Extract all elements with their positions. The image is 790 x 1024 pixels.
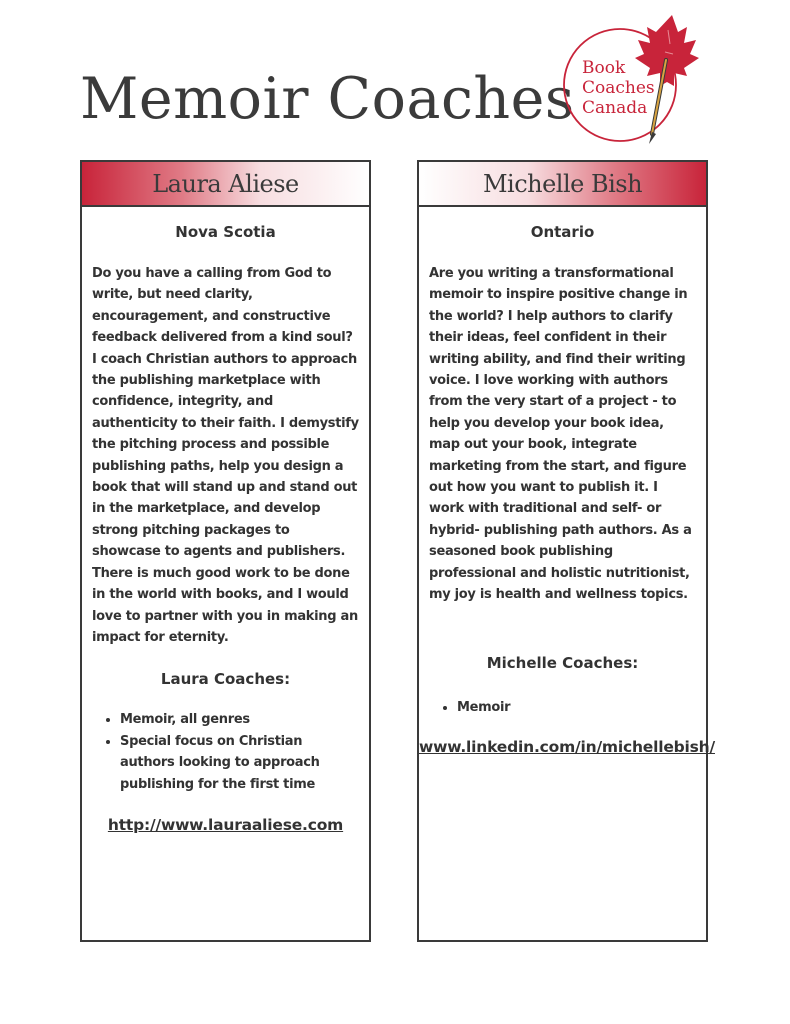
linkedin-link[interactable]: www.linkedin.com/in/michellebish/ (419, 737, 715, 756)
website-link[interactable]: http://www.lauraaliese.com (107, 815, 344, 834)
logo-line-3: Canada (582, 98, 648, 118)
page-title: Memoir Coaches (80, 66, 575, 132)
coaches-label: Michelle Coaches: (486, 653, 639, 672)
coach-bio: Do you have a calling from God to write, but need clarity, encouragement, and constructive feedback delivered from a kind soul? I coach Christian authors to approach the publishing marketplace with confidence, integrity, and authenticity to their faith. I demystify the pitching process and possible publishing paths, help you design a book that will stand up and stand out in the marketplace, and develop strong pitching packages to showcase to agents and publishers. There is much good work to be done in the world with books, and I would love to partner with you in making an impact for eternity. (92, 266, 359, 645)
coach-card-laura-aliese (80, 160, 371, 942)
coach-name-header: Laura Aliese (82, 162, 369, 207)
list-item: • Special focus on Christian authors looking to approach publishing for the first time (120, 731, 357, 795)
coach-bio: Are you writing a transformational memoir to inspire positive change in the world? I help authors to clarify their ideas, feel confident in their writing ability, and find their writing voice. I love working with authors from the very start of a project - to help you develop your book idea, map out your book, integrate marketing from the start, and figure out how you want to publish it. I work with traditional and self- or hybrid- publishing path authors. As a seasoned book publishing professional and holistic nutritionist, my joy is health and wellness topics. (429, 266, 692, 603)
coaches-label: Laura Coaches: (160, 670, 291, 689)
coach-card-michelle-bish (417, 160, 715, 942)
list-item: • Memoir, all genres (120, 709, 357, 730)
logo-line-2: Coaches (582, 78, 655, 98)
coach-region: Ontario (530, 223, 595, 241)
logo-line-1: Book (582, 58, 626, 78)
coach-name-header: Michelle Bish (419, 162, 706, 207)
book-coaches-canada-logo (560, 10, 700, 145)
list-item: • Memoir (457, 697, 706, 718)
coaching-list (82, 709, 357, 795)
coach-region: Nova Scotia (175, 223, 276, 241)
coaching-list (419, 697, 706, 718)
